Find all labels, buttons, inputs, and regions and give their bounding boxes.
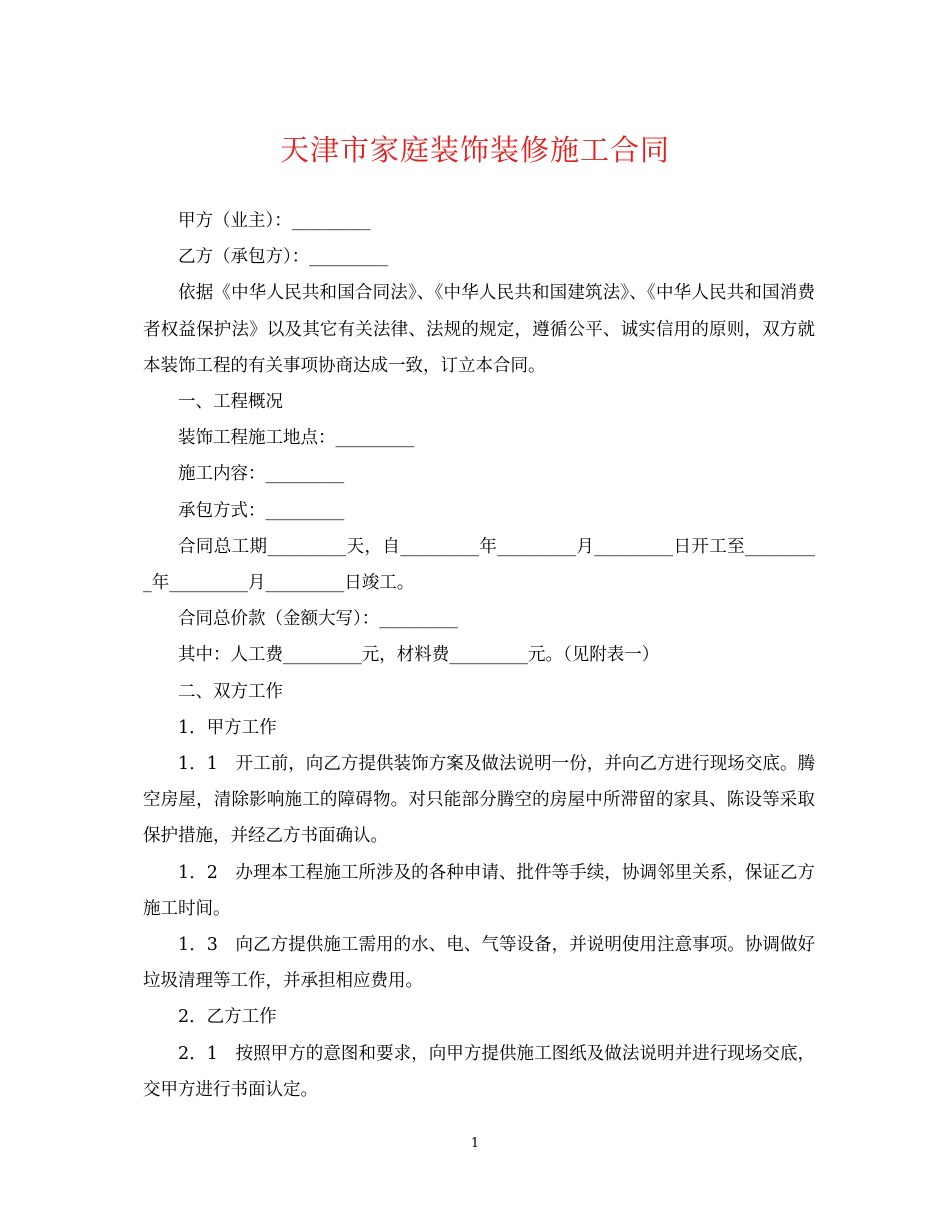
party-a-line: 甲方（业主）：_________ xyxy=(178,211,371,231)
subheading-party-a-duties: 1．甲方工作 xyxy=(178,717,277,738)
construction-site-line: 装饰工程施工地点：_________ xyxy=(178,428,415,449)
party-b-line: 乙方（承包方）：_________ xyxy=(178,247,388,268)
clause-1-2: 1．2 办理本工程施工所涉及的各种申请、批件等手续，协调邻里关系，保证乙方施工时间。 xyxy=(143,862,815,919)
clause-1-1: 1．1 开工前，向乙方提供装饰方案及做法说明一份，并向乙方进行现场交底。腾空房屋，清除影响施工的障碍物。对只能部分腾空的房屋中所滞留的家具、陈设等采取保护措施，并经乙方书面确认。 xyxy=(143,754,815,847)
cost-breakdown-line: 其中：人工费_________元，材料费_________元。（见附表一） xyxy=(178,645,660,666)
contract-total-price-line: 合同总价款（金额大写）：_________ xyxy=(178,609,458,630)
preamble-paragraph: 依据《中华人民共和国合同法》、《中华人民共和国建筑法》、《中华人民共和国消费者权益保护法》以及其它有关法律、法规的规定，遵循公平、诚实信用的原则，双方就本装饰工程的有关事项协商达成一致，订立本合同。 xyxy=(143,283,815,376)
document-title: 天津市家庭装饰装修施工合同 xyxy=(279,133,670,167)
construction-content-line: 施工内容：_________ xyxy=(178,464,345,485)
clause-1-3: 1．3 向乙方提供施工需用的水、电、气等设备，并说明使用注意事项。协调做好垃圾清理等工作，并承担相应费用。 xyxy=(143,935,815,992)
clause-2-1: 2．1 按照甲方的意图和要求，向甲方提供施工图纸及做法说明并进行现场交底，交甲方进行书面认定。 xyxy=(143,1043,815,1100)
document-body xyxy=(143,203,815,1108)
page-number: 1 xyxy=(470,1136,480,1151)
section-heading-project-overview: 一、工程概况 xyxy=(178,392,283,413)
contract-period-paragraph: 合同总工期_________天，自_________年_________月_________日开工至_________年_________月_________日竣工。 xyxy=(143,536,815,594)
contract-method-line: 承包方式：_________ xyxy=(178,500,345,521)
section-heading-duties: 二、双方工作 xyxy=(178,681,283,702)
subheading-party-b-duties: 2．乙方工作 xyxy=(178,1007,277,1028)
